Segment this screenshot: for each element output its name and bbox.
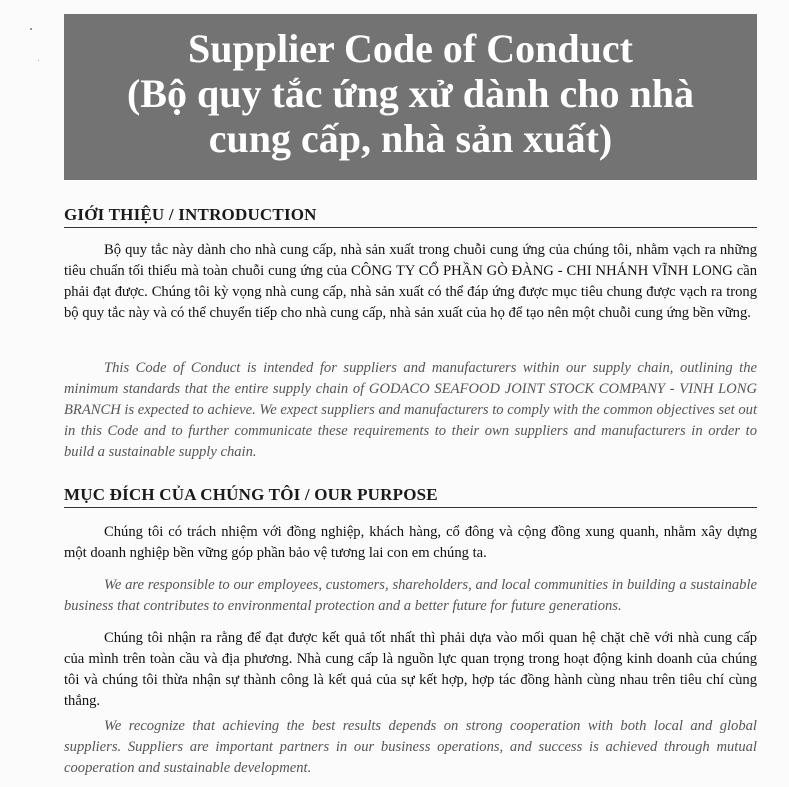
scan-speck <box>38 60 39 61</box>
purpose-paragraph-2-vi: Chúng tôi nhận ra rằng để đạt được kết quả tốt nhất thì phải dựa vào mối quan hệ chặt chẽ với nhà cung cấp của mình trên toàn cầu và địa phương. Nhà cung cấp là nguồn lực quan trọng trong hoạt động kinh doanh của chúng tôi và chúng tôi thừa nhận sự thành công là kết quả của sự kết hợp, hợp tác đồng hành cùng nhau trên tiêu chí cùng thắng. <box>64 630 757 709</box>
title-line-2: (Bộ quy tắc ứng xử dành cho nhà <box>126 71 695 116</box>
purpose-paragraph-1-en: We are responsible to our employees, customers, shareholders, and local communities in building a sustainable business that contributes to environmental protection and a better future for future generations. <box>64 577 757 614</box>
scan-speck <box>30 28 32 30</box>
title-line-3: cung cấp, nhà sản xuất) <box>208 116 613 161</box>
intro-paragraph-en: This Code of Conduct is intended for suppliers and manufacturers within our supply chain, outlining the minimum standards that the entire supply chain of GODACO SEAFOOD JOINT STOCK COMPANY - VINH LONG BRANCH is expected to achieve. We expect suppliers and manufacturers to comply with the common objectives set out in this Code and to further communicate these requirements to their own suppliers and manufacturers in order to build a sustainable supply chain. <box>64 360 757 460</box>
purpose-paragraph-1-vi: Chúng tôi có trách nhiệm với đồng nghiệp, khách hàng, cổ đông và cộng đồng xung quanh, nhằm xây dựng một doanh nghiệp bền vững góp phần bảo vệ tương lai con em chúng ta. <box>64 524 757 561</box>
title-line-1: Supplier Code of Conduct <box>188 26 633 71</box>
section-heading-purpose: MỤC ĐÍCH CỦA CHÚNG TÔI / OUR PURPOSE <box>64 485 757 508</box>
section-heading-introduction: GIỚI THIỆU / INTRODUCTION <box>64 205 757 228</box>
title-banner <box>64 14 757 180</box>
intro-paragraph-vi: Bộ quy tắc này dành cho nhà cung cấp, nhà sản xuất trong chuỗi cung ứng của chúng tôi, nhằm vạch ra những tiêu chuẩn tối thiểu mà toàn chuỗi cung ứng của CÔNG TY CỔ PHẦN GÒ ĐÀNG - CHI NHÁNH VĨNH LONG cần phải đạt được. Chúng tôi kỳ vọng nhà cung cấp, nhà sản xuất có thể đáp ứng được mục tiêu chung được vạch ra trong bộ quy tắc này và có thể chuyển tiếp cho nhà cung cấp, nhà sản xuất của họ để tạo nên một chuỗi cung ứng bền vững. <box>64 242 757 321</box>
purpose-paragraph-2-en: We recognize that achieving the best results depends on strong cooperation with both local and global suppliers. Suppliers are important partners in our business operations, and success is achieved through mutual cooperation and sustainable development. <box>64 718 757 776</box>
